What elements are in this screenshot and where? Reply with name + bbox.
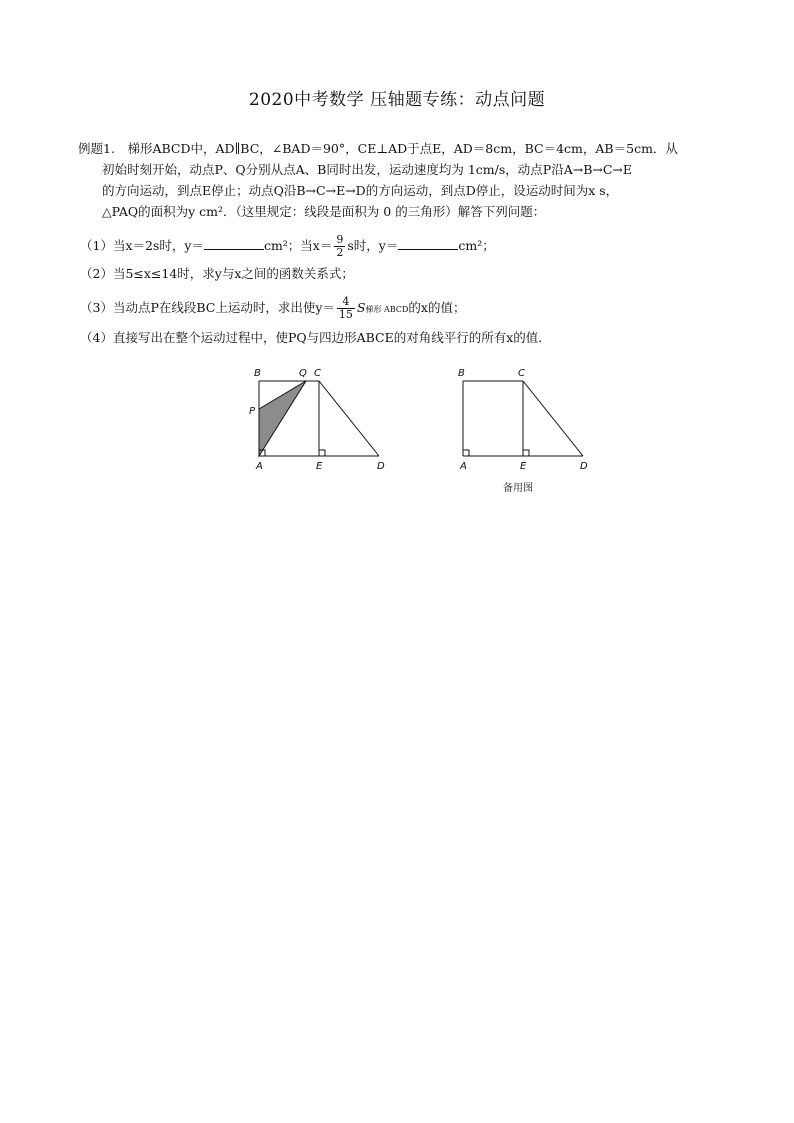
label-d: D <box>377 461 385 472</box>
q1-part-b: cm²；当x＝ <box>263 238 333 253</box>
fraction-numerator: 9 <box>336 233 344 246</box>
label-q: Q <box>299 368 307 379</box>
intro-line-4: △PAQ的面积为y cm²．（这里规定：线段是面积为 0 的三角形）解答下列问题： <box>102 204 546 219</box>
intro-line-3: 的方向运动，到点E停止；动点Q沿B→C→E→D的方向运动，到点D停止，设运动时间为x s， <box>102 183 619 198</box>
right-angle-mark-e <box>523 450 529 456</box>
label-p: P <box>249 406 256 417</box>
label-c: C <box>314 368 321 379</box>
q1-part-a: （1）当x＝2s时，y＝ <box>80 238 204 253</box>
shaded-triangle-paq <box>259 381 306 456</box>
label-d: D <box>580 461 588 472</box>
question-4: （4）直接写出在整个运动过程中，使PQ与四边形ABCE的对角线平行的所有x的值． <box>80 330 551 345</box>
question-2: （2）当5≤x≤14时，求y与x之间的函数关系式； <box>80 266 354 281</box>
figure-caption: 备用图 <box>503 483 533 494</box>
area-symbol: S <box>356 300 366 315</box>
label-a: A <box>460 461 467 472</box>
intro-line-2: 初始时刻开始，动点P、Q分别从点A、B同时出发，运动速度均为 1cm/s，动点P沿A→B→C→E <box>102 162 633 177</box>
q3-part-a: （3）当动点P在线段BC上运动时，求出使y＝ <box>80 300 335 315</box>
intro-line-1-text: 梯形ABCD中，AD∥BC，∠BAD＝90°，CE⊥AD于点E，AD＝8cm，BC＝4cm，AB＝5cm．从 <box>114 141 678 156</box>
label-e: E <box>316 461 323 472</box>
label-e: E <box>520 461 527 472</box>
example-label: 例题1. <box>78 141 115 156</box>
fraction-numerator: 4 <box>337 296 355 309</box>
label-a: A <box>256 461 263 472</box>
q1-part-c: s时，y＝ <box>347 238 399 253</box>
label-b: B <box>458 368 465 379</box>
right-angle-mark-e <box>319 450 325 456</box>
segment-cd <box>319 381 379 456</box>
fraction-denominator: 2 <box>336 246 344 259</box>
q3-part-b: 的x的值； <box>408 300 466 315</box>
fraction-denominator: 15 <box>338 308 353 321</box>
figure-2-trapezoid <box>458 368 588 494</box>
label-b: B <box>254 368 261 379</box>
figure-1-trapezoid <box>249 368 385 472</box>
page-title: 2020中考数学 压轴题专练：动点问题 <box>248 90 546 110</box>
area-subscript: 梯形 ABCD <box>365 305 409 314</box>
label-c: C <box>518 368 525 379</box>
segment-cd <box>523 381 583 456</box>
q1-part-d: cm²； <box>458 238 495 253</box>
right-angle-mark-a <box>463 450 469 456</box>
